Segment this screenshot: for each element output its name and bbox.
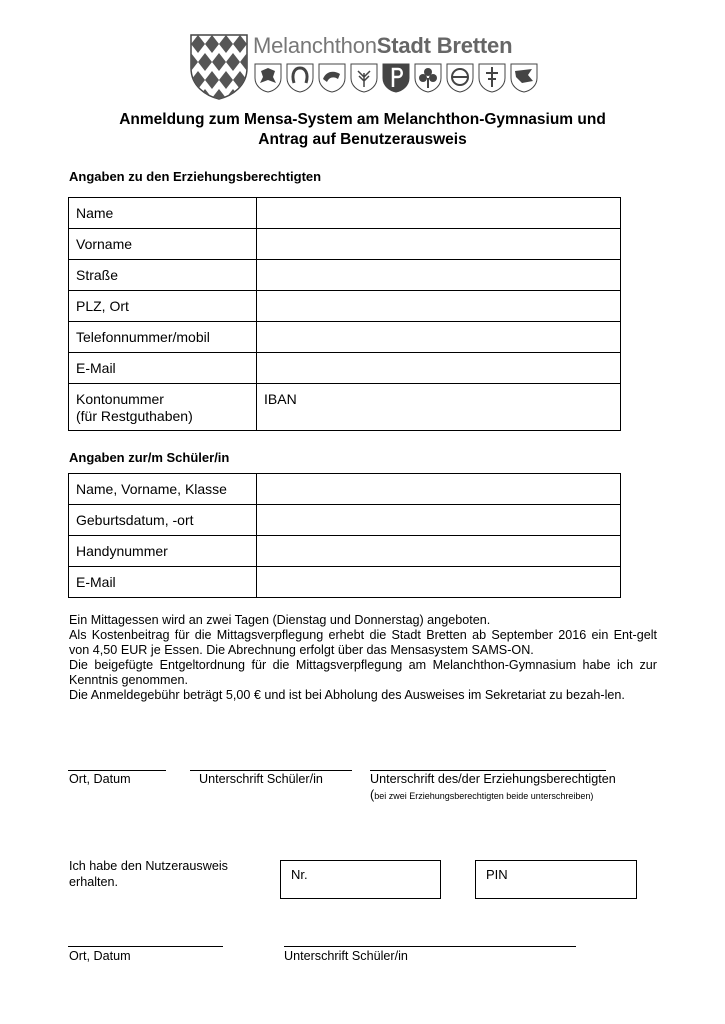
email-label: E-Mail	[69, 353, 257, 384]
city-coat-of-arms-icon	[190, 34, 248, 100]
table-row	[69, 353, 621, 384]
info-paragraph: Ein Mittagessen wird an zwei Tagen (Dienstag und Donnerstag) angeboten.	[69, 613, 491, 627]
guardian-signature-note: (bei zwei Erziehungsberechtigten beide unterschreiben)	[370, 788, 594, 802]
street-label: Straße	[69, 260, 257, 291]
letter-crest-icon	[382, 63, 410, 93]
student-email-field[interactable]	[257, 567, 621, 598]
receipt-text-line-2: erhalten.	[69, 875, 119, 889]
guardian-table	[68, 197, 621, 431]
wheel-crest-icon	[446, 63, 474, 93]
place-date-signature-line[interactable]	[68, 770, 166, 771]
document-title	[0, 110, 725, 150]
name-label: Name	[69, 198, 257, 229]
card-number-field[interactable]	[280, 860, 441, 899]
account-label-line-2: (für Restguthaben)	[76, 408, 193, 424]
logo-wordmark-bold: Stadt Bretten	[376, 33, 513, 58]
table-row	[69, 229, 621, 260]
place-date-label: Ort, Datum	[69, 772, 131, 786]
table-row	[69, 198, 621, 229]
first-name-label: Vorname	[69, 229, 257, 260]
place-date-label-2: Ort, Datum	[69, 949, 131, 963]
table-row	[69, 505, 621, 536]
cross-crest-icon	[478, 63, 506, 93]
birth-date-place-label: Geburtsdatum, -ort	[69, 505, 257, 536]
info-paragraph: Die Anmeldegebühr beträgt 5,00 € und ist bei Abholung des Ausweises im Sekretariat zu bezah-len.	[69, 688, 625, 702]
logo-wordmark-light: Melanchthon	[253, 33, 377, 58]
zip-city-label: PLZ, Ort	[69, 291, 257, 322]
info-text	[69, 613, 657, 703]
district-crests	[254, 63, 538, 93]
eagle-crest-icon	[254, 63, 282, 93]
guardian-signature-label: Unterschrift des/der Erziehungsberechtigten	[370, 772, 616, 786]
phone-label: Telefonnummer/mobil	[69, 322, 257, 353]
place-date-signature-line-2[interactable]	[68, 946, 223, 947]
table-row	[69, 291, 621, 322]
guardian-email-field[interactable]	[257, 353, 621, 384]
dragon-crest-icon	[510, 63, 538, 93]
title-line-2: Antrag auf Benutzerausweis	[258, 131, 467, 148]
guardian-first-name-field[interactable]	[257, 229, 621, 260]
birth-date-place-field[interactable]	[257, 505, 621, 536]
student-name-class-label: Name, Vorname, Klasse	[69, 474, 257, 505]
guardian-street-field[interactable]	[257, 260, 621, 291]
guardian-section-heading: Angaben zu den Erziehungsberechtigten	[69, 169, 322, 184]
horseshoe-crest-icon	[286, 63, 314, 93]
guardian-zip-city-field[interactable]	[257, 291, 621, 322]
account-label-line-1: Kontonummer	[76, 391, 164, 407]
guardian-name-field[interactable]	[257, 198, 621, 229]
student-signature-line[interactable]	[190, 770, 352, 771]
guardian-phone-field[interactable]	[257, 322, 621, 353]
table-row	[69, 322, 621, 353]
iban-field[interactable]: IBAN	[257, 384, 621, 431]
info-paragraph: Als Kostenbeitrag für die Mittagsverpflegung erhebt die Stadt Bretten ab September 2016 ein Ent-gelt von 4,50 EUR je Essen. Die Abrechnung erfolgt über das Mensasystem SAMS-ON.	[69, 628, 657, 657]
card-number-label: Nr.	[291, 867, 308, 882]
clover-crest-icon	[414, 63, 442, 93]
tree-crest-icon	[350, 63, 378, 93]
title-line-1: Anmeldung zum Mensa-System am Melanchthon-Gymnasium und	[119, 111, 606, 128]
table-row	[69, 260, 621, 291]
student-section-heading: Angaben zur/m Schüler/in	[69, 450, 230, 465]
table-row	[69, 536, 621, 567]
student-name-class-field[interactable]	[257, 474, 621, 505]
student-mobile-field[interactable]	[257, 536, 621, 567]
student-table	[68, 473, 621, 598]
logo-wordmark	[253, 33, 512, 59]
account-label	[69, 384, 257, 431]
receipt-text	[69, 858, 228, 890]
guardian-signature-line[interactable]	[370, 770, 606, 771]
info-paragraph: Die beigefügte Entgeltordnung für die Mittagsverpflegung am Melanchthon-Gymnasium habe ich zur Kenntnis genommen.	[69, 658, 657, 687]
mobile-label: Handynummer	[69, 536, 257, 567]
student-signature-label-2: Unterschrift Schüler/in	[284, 949, 408, 963]
pin-label: PIN	[486, 867, 508, 882]
animal-crest-icon	[318, 63, 346, 93]
student-signature-label: Unterschrift Schüler/in	[199, 772, 323, 786]
table-row	[69, 384, 621, 431]
table-row	[69, 567, 621, 598]
receipt-text-line-1: Ich habe den Nutzerausweis	[69, 859, 228, 873]
pin-field[interactable]	[475, 860, 637, 899]
table-row	[69, 474, 621, 505]
student-signature-line-2[interactable]	[284, 946, 576, 947]
student-email-label: E-Mail	[69, 567, 257, 598]
